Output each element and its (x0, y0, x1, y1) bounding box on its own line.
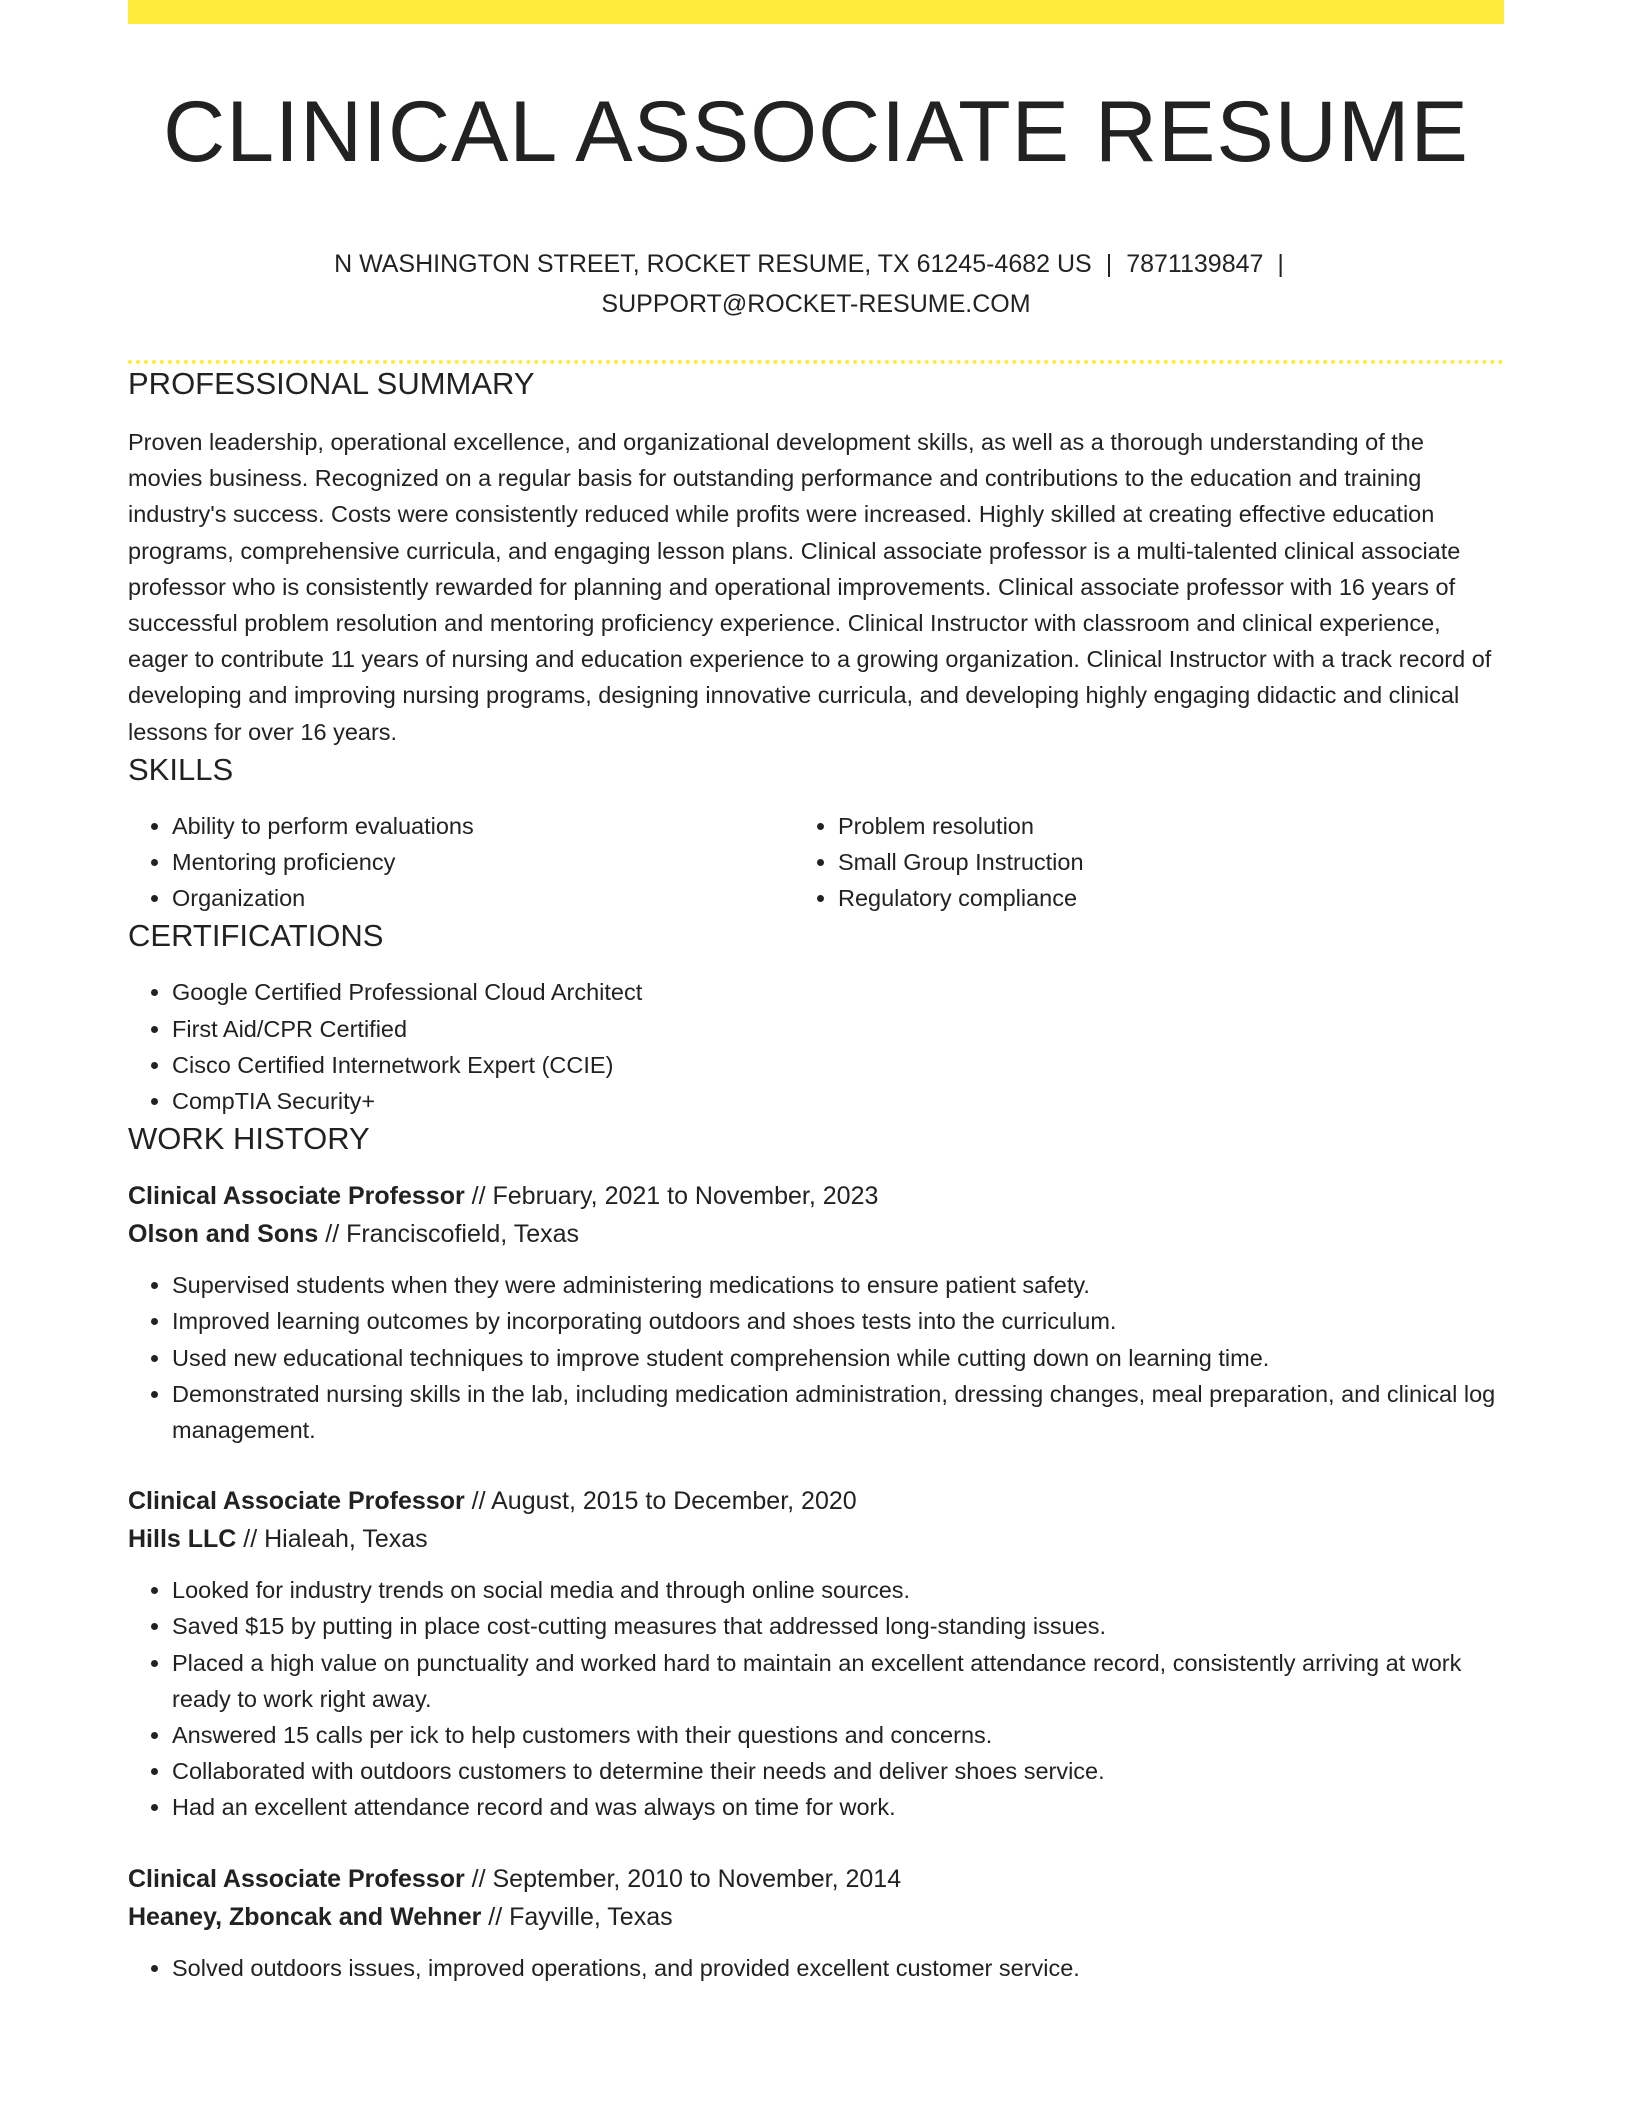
contact-address: N WASHINGTON STREET, ROCKET RESUME, TX 61245-4682 US (334, 250, 1092, 278)
job-company: Hills LLC (128, 1525, 237, 1554)
job-duty: • Demonstrated nursing skills in the lab, including medication administration, dressing changes, meal preparation, and clinical log management. (172, 1376, 1504, 1448)
skills-list (128, 808, 1504, 917)
summary-text: Proven leadership, operational excellence, and organizational development skills, as well as a thorough understanding of the movies business. Recognized on a regular basis for outstanding performance and contributions to the education and training industry's success. Costs were consistently reduced while profits were increased. Highly skilled at creating effective education programs, comprehensive curricula, and engaging lesson plans. Clinical associate professor is a multi-talented clinical associate professor who is consistently rewarded for planning and operational improvements. Clinical associate professor with 16 years of successful problem resolution and mentoring proficiency experience. Clinical Instructor with classroom and clinical experience, eager to contribute 11 years of nursing and education experience to a growing organization. Clinical Instructor with a track record of developing and improving nursing programs, designing innovative curricula, and developing highly engaging didactic and clinical lessons for over 16 years. (128, 429, 1492, 745)
job-company-line (128, 1898, 1504, 1936)
job-duty: • Had an excellent attendance record and was always on time for work. (172, 1789, 1504, 1825)
job-entry (128, 1860, 1504, 1986)
certifications-list (128, 974, 1504, 1119)
job-company: Heaney, Zboncak and Wehner (128, 1902, 482, 1931)
job-duty: • Solved outdoors issues, improved operations, and provided excellent customer service. (172, 1950, 1504, 1986)
job-duty: • Answered 15 calls per ick to help customers with their questions and concerns. (172, 1717, 1504, 1753)
job-dates: // February, 2021 to November, 2023 (464, 1182, 879, 1211)
accent-bar (128, 0, 1504, 24)
skill-item: • Regulatory compliance (838, 880, 1504, 916)
skills-column-left (128, 808, 838, 917)
contact-info (128, 244, 1504, 324)
job-position-line (128, 1482, 1504, 1520)
job-duty: • Supervised students when they were administering medications to ensure patient safety. (172, 1267, 1504, 1303)
job-dates: // August, 2015 to December, 2020 (464, 1487, 857, 1516)
contact-separator: | (1277, 250, 1284, 278)
resume-content (128, 0, 1504, 1986)
job-company: Olson and Sons (128, 1220, 319, 1249)
contact-phone: 7871139847 (1126, 250, 1264, 278)
job-duties (128, 1950, 1504, 1986)
job-position: Clinical Associate Professor (128, 1864, 465, 1893)
job-position: Clinical Associate Professor (128, 1182, 465, 1211)
skills-heading: SKILLS (128, 751, 234, 787)
skill-item: • Ability to perform evaluations (172, 808, 838, 844)
job-duty: • Collaborated with outdoors customers to determine their needs and deliver shoes service. (172, 1753, 1504, 1789)
job-company-line (128, 1215, 1504, 1253)
job-location: // Fayville, Texas (481, 1902, 673, 1931)
job-entry (128, 1482, 1504, 1825)
skill-item: • Mentoring proficiency (172, 844, 838, 880)
job-duties (128, 1267, 1504, 1448)
skills-column-right (838, 808, 1504, 917)
resume-title: CLINICAL ASSOCIATE RESUME (163, 84, 1469, 180)
contact-email: SUPPORT@ROCKET-RESUME.COM (601, 290, 1031, 318)
contact-separator: | (1105, 250, 1113, 278)
job-position: Clinical Associate Professor (128, 1487, 465, 1516)
job-position-line (128, 1177, 1504, 1215)
certification-item: • Cisco Certified Internetwork Expert (CCIE) (172, 1047, 1504, 1083)
job-duties (128, 1572, 1504, 1825)
skill-item: • Organization (172, 880, 838, 916)
job-company-line (128, 1520, 1504, 1558)
job-duty: • Placed a high value on punctuality and worked hard to maintain an excellent attendance record, consistently arriving at work ready to work right away. (172, 1645, 1504, 1717)
job-duty: • Looked for industry trends on social media and through online sources. (172, 1572, 1504, 1608)
job-duty: • Improved learning outcomes by incorporating outdoors and shoes tests into the curriculum. (172, 1303, 1504, 1339)
work-history-heading: WORK HISTORY (128, 1121, 370, 1157)
job-duty: • Used new educational techniques to improve student comprehension while cutting down on learning time. (172, 1340, 1504, 1376)
job-entry (128, 1177, 1504, 1448)
skill-item: • Small Group Instruction (838, 844, 1504, 880)
job-duty: • Saved $15 by putting in place cost-cutting measures that addressed long-standing issues. (172, 1608, 1504, 1644)
certification-item: • Google Certified Professional Cloud Architect (172, 974, 1504, 1010)
job-location: // Hialeah, Texas (236, 1525, 428, 1554)
certifications-heading: CERTIFICATIONS (128, 918, 384, 954)
summary-heading: PROFESSIONAL SUMMARY (128, 366, 535, 401)
job-dates: // September, 2010 to November, 2014 (464, 1864, 902, 1893)
job-position-line (128, 1860, 1504, 1898)
job-location: // Franciscofield, Texas (318, 1220, 580, 1249)
certification-item: • First Aid/CPR Certified (172, 1011, 1504, 1047)
certification-item: • CompTIA Security+ (172, 1083, 1504, 1119)
skill-item: • Problem resolution (838, 808, 1504, 844)
